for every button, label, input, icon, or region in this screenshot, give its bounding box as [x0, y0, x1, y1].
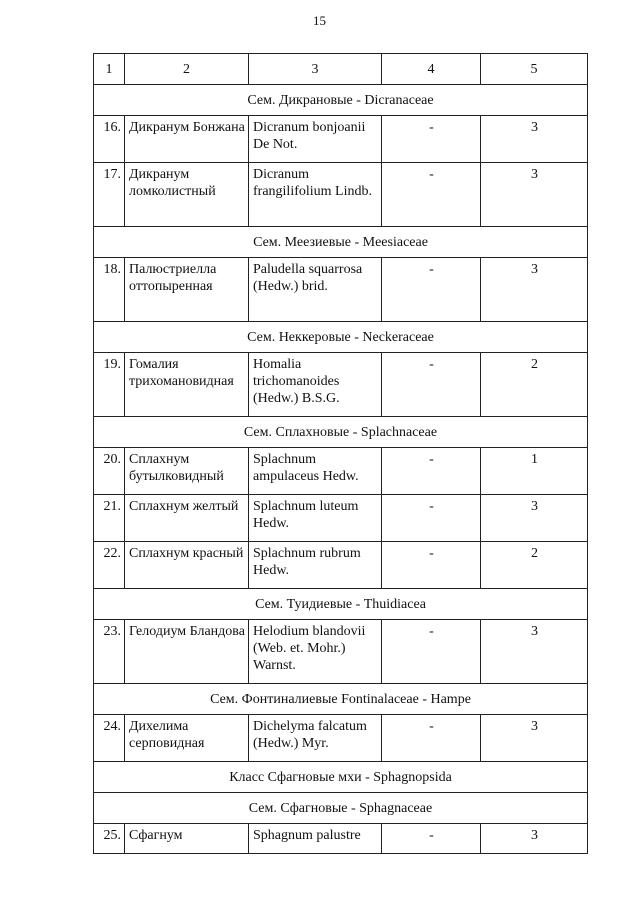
header-cell: 3 — [249, 54, 382, 85]
column-4-value: - — [382, 116, 481, 163]
row-number: 19. — [94, 353, 125, 417]
latin-name: Sphagnum palustre — [249, 824, 382, 854]
category-value: 2 — [481, 542, 588, 589]
russian-name: Сплахнум желтый — [125, 495, 249, 542]
category-value: 3 — [481, 495, 588, 542]
latin-name: Homalia trichomanoides (Hedw.) B.S.G. — [249, 353, 382, 417]
page-number: 15 — [313, 13, 326, 28]
section-row — [94, 762, 588, 793]
section-row — [94, 417, 588, 448]
table-row — [94, 495, 588, 542]
latin-name: Dicranum bonjoanii De Not. — [249, 116, 382, 163]
header-cell: 5 — [481, 54, 588, 85]
row-number: 17. — [94, 163, 125, 227]
row-number: 24. — [94, 715, 125, 762]
column-4-value: - — [382, 824, 481, 854]
header-cell: 4 — [382, 54, 481, 85]
column-4-value: - — [382, 715, 481, 762]
species-table — [93, 53, 588, 854]
table-row — [94, 542, 588, 589]
table-row — [94, 258, 588, 322]
column-4-value: - — [382, 542, 481, 589]
row-number: 20. — [94, 448, 125, 495]
row-number: 21. — [94, 495, 125, 542]
category-value: 3 — [481, 116, 588, 163]
russian-name: Гелодиум Бландова — [125, 620, 249, 684]
row-number: 23. — [94, 620, 125, 684]
section-title: Сем. Меезиевые - Meesiaceae — [94, 227, 588, 258]
table-row — [94, 116, 588, 163]
section-title: Сем. Сплахновые - Splachnaceae — [94, 417, 588, 448]
russian-name: Сплахнум красный — [125, 542, 249, 589]
table-header-row — [94, 54, 588, 85]
latin-name: Dichelyma falcatum (Hedw.) Myr. — [249, 715, 382, 762]
column-4-value: - — [382, 448, 481, 495]
section-title: Сем. Туидиевые - Thuidiacea — [94, 589, 588, 620]
category-value: 3 — [481, 620, 588, 684]
section-title: Класс Сфагновые мхи - Sphagnopsida — [94, 762, 588, 793]
table-row — [94, 715, 588, 762]
section-title: Сем. Фонтиналиевые Fontinalaceae - Hampe — [94, 684, 588, 715]
latin-name: Splachnum luteum Hedw. — [249, 495, 382, 542]
table-row — [94, 620, 588, 684]
category-value: 3 — [481, 715, 588, 762]
section-title: Сем. Дикрановые - Dicranaceae — [94, 85, 588, 116]
latin-name: Splachnum ampulaceus Hedw. — [249, 448, 382, 495]
category-value: 2 — [481, 353, 588, 417]
category-value: 3 — [481, 163, 588, 227]
table-row — [94, 163, 588, 227]
column-4-value: - — [382, 163, 481, 227]
section-row — [94, 322, 588, 353]
row-number: 22. — [94, 542, 125, 589]
section-title: Сем. Сфагновые - Sphagnaceae — [94, 793, 588, 824]
latin-name: Helodium blandovii (Web. et. Mohr.) Warnst. — [249, 620, 382, 684]
column-4-value: - — [382, 258, 481, 322]
latin-name: Splachnum rubrum Hedw. — [249, 542, 382, 589]
category-value: 3 — [481, 258, 588, 322]
latin-name: Paludella squarrosa (Hedw.) brid. — [249, 258, 382, 322]
russian-name: Дихелима серповидная — [125, 715, 249, 762]
header-cell: 2 — [125, 54, 249, 85]
section-row — [94, 85, 588, 116]
header-cell: 1 — [94, 54, 125, 85]
section-row — [94, 589, 588, 620]
russian-name: Дикранум Бонжана — [125, 116, 249, 163]
section-title: Сем. Неккеровые - Neckeraceae — [94, 322, 588, 353]
section-row — [94, 793, 588, 824]
table-row — [94, 824, 588, 854]
russian-name: Палюстриелла оттопыренная — [125, 258, 249, 322]
section-row — [94, 227, 588, 258]
table-row — [94, 353, 588, 417]
column-4-value: - — [382, 353, 481, 417]
russian-name: Дикранум ломколистный — [125, 163, 249, 227]
category-value: 1 — [481, 448, 588, 495]
russian-name: Сплахнум бутылковидный — [125, 448, 249, 495]
row-number: 18. — [94, 258, 125, 322]
column-4-value: - — [382, 620, 481, 684]
column-4-value: - — [382, 495, 481, 542]
table-row — [94, 448, 588, 495]
row-number: 16. — [94, 116, 125, 163]
latin-name: Dicranum frangilifolium Lindb. — [249, 163, 382, 227]
russian-name: Гомалия трихомановидная — [125, 353, 249, 417]
russian-name: Сфагнум — [125, 824, 249, 854]
row-number: 25. — [94, 824, 125, 854]
table-body — [94, 54, 588, 854]
section-row — [94, 684, 588, 715]
category-value: 3 — [481, 824, 588, 854]
